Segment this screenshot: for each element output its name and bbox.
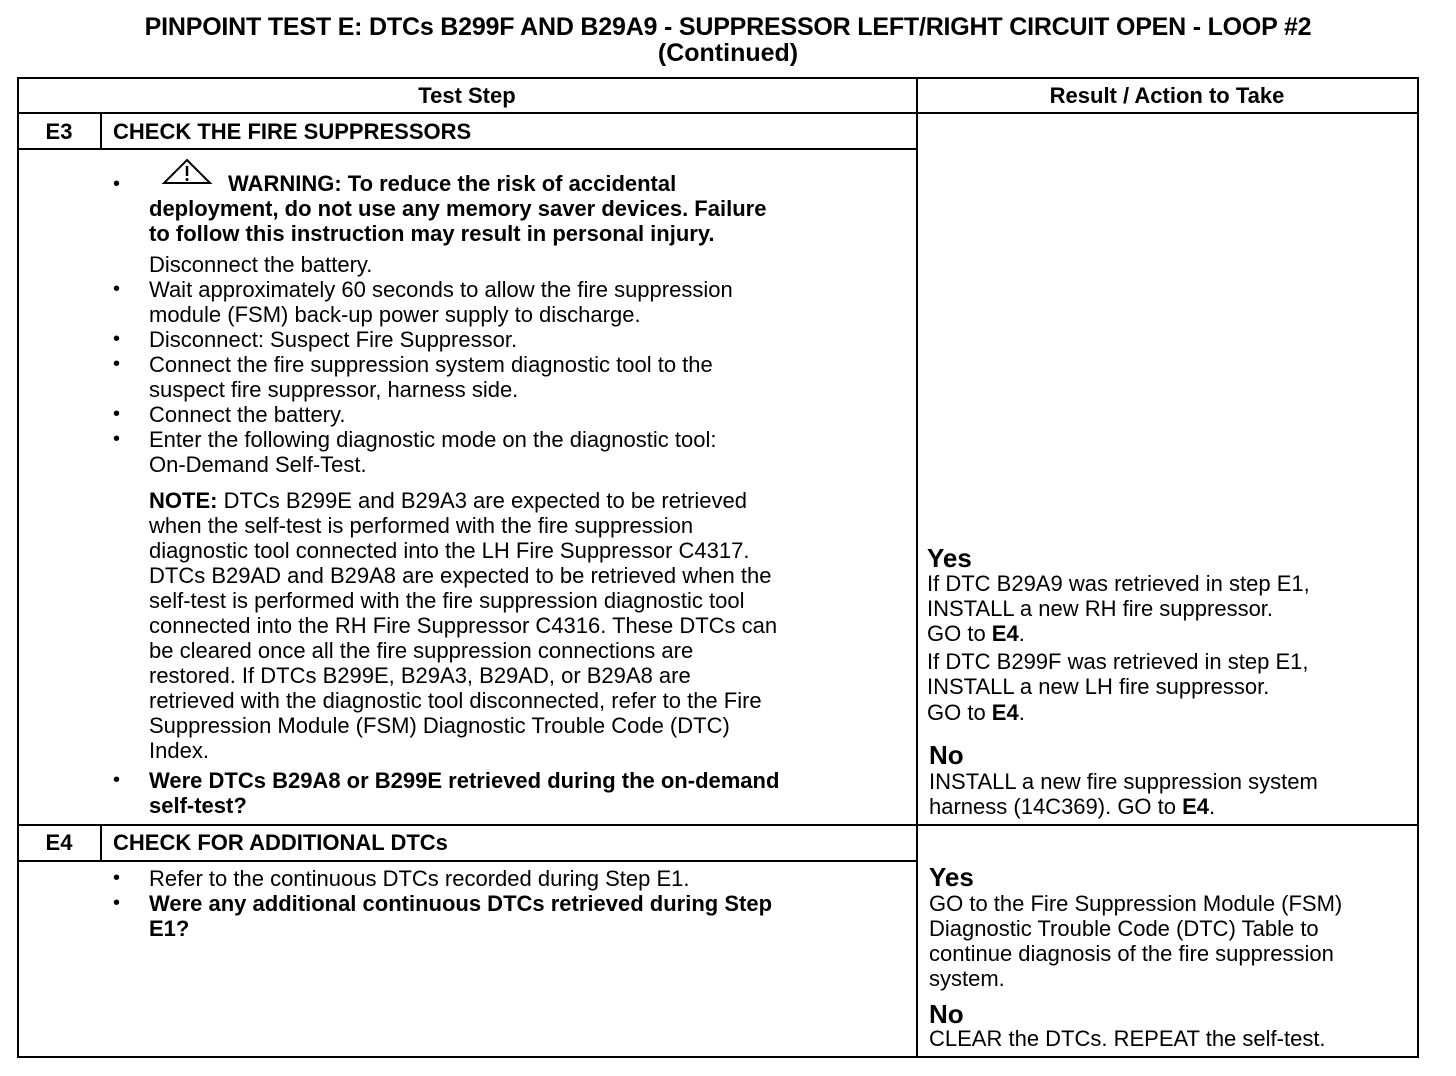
e3-yes-line: INSTALL a new LH fire suppressor. bbox=[927, 674, 1270, 699]
e3-step-connect-tool-line-1: Connect the fire suppression system diagnostic tool to the bbox=[149, 352, 713, 377]
page-title: PINPOINT TEST E: DTCs B299F AND B29A9 - SUPPRESSOR LEFT/RIGHT CIRCUIT OPEN - LOOP #2 bbox=[144, 13, 1312, 41]
e3-step-connect-tool-line-2: suspect fire suppressor, harness side. bbox=[149, 377, 519, 402]
note-line: Suppression Module (FSM) Diagnostic Trouble Code (DTC) bbox=[149, 713, 730, 738]
e3-heading-divider bbox=[17, 148, 917, 150]
page-subtitle: (Continued) bbox=[657, 39, 799, 67]
e4-no-label: No bbox=[929, 999, 964, 1029]
note-line: DTCs B29AD and B29A8 are expected to be retrieved when the bbox=[149, 563, 772, 588]
bullet-dot: • bbox=[113, 328, 121, 350]
note-line: diagnostic tool connected into the LH Fire Suppressor C4317. bbox=[149, 538, 750, 563]
e3-step-disconnect-battery: Disconnect the battery. bbox=[149, 252, 373, 277]
e3-step-id: E3 bbox=[45, 119, 73, 144]
e3-note-first-line bbox=[149, 488, 747, 513]
note-line: restored. If DTCs B299E, B29A3, B29AD, or B29A8 are bbox=[149, 663, 691, 688]
warning-line-3: to follow this instruction may result in personal injury. bbox=[149, 221, 715, 246]
goto-text: GO to bbox=[927, 700, 992, 725]
e3-question-line-1: Were DTCs B29A8 or B299E retrieved during the on-demand bbox=[149, 768, 780, 793]
e4-yes-line: system. bbox=[929, 966, 1005, 991]
warning-line-1: WARNING: To reduce the risk of accidental bbox=[228, 171, 677, 196]
e3-yes-goto bbox=[927, 621, 1025, 646]
e3-step-connect-battery: Connect the battery. bbox=[149, 402, 346, 427]
e4-no-line: CLEAR the DTCs. REPEAT the self-test. bbox=[929, 1026, 1326, 1051]
e3-heading: CHECK THE FIRE SUPPRESSORS bbox=[113, 119, 472, 144]
e4-yes-label: Yes bbox=[929, 862, 974, 892]
bullet-dot: • bbox=[113, 867, 121, 889]
period: . bbox=[1209, 794, 1216, 819]
e4-step-id: E4 bbox=[45, 830, 73, 855]
note-line: retrieved with the diagnostic tool disconnected, refer to the Fire bbox=[149, 688, 762, 713]
bullet-dot: • bbox=[113, 278, 121, 300]
period: . bbox=[1018, 621, 1025, 646]
bullet-dot: • bbox=[113, 428, 121, 450]
e3-step-enter-mode-line-1: Enter the following diagnostic mode on the diagnostic tool: bbox=[149, 427, 717, 452]
header-test-step: Test Step bbox=[418, 83, 516, 108]
e3-yes-line: If DTC B299F was retrieved in step E1, bbox=[927, 649, 1309, 674]
header-result: Result / Action to Take bbox=[1049, 83, 1285, 108]
bullet-dot: • bbox=[113, 769, 121, 791]
e3-yes-goto bbox=[927, 700, 1025, 725]
e3-yes-line: INSTALL a new RH fire suppressor. bbox=[927, 596, 1274, 621]
goto-text: harness (14C369). GO to bbox=[929, 794, 1183, 819]
bullet-dot: • bbox=[113, 403, 121, 425]
e4-yes-line: Diagnostic Trouble Code (DTC) Table to bbox=[929, 916, 1319, 941]
bullet-dot: • bbox=[113, 892, 121, 914]
bullet-dot: • bbox=[113, 173, 121, 195]
goto-ref-e4[interactable]: E4 bbox=[1182, 794, 1210, 819]
e4-yes-line: continue diagnosis of the fire suppression bbox=[929, 941, 1334, 966]
header-divider bbox=[17, 112, 1419, 114]
e4-yes-line: GO to the Fire Suppression Module (FSM) bbox=[929, 891, 1343, 916]
e3-step-wait-line-2: module (FSM) back-up power supply to discharge. bbox=[149, 302, 641, 327]
column-divider bbox=[916, 77, 918, 1058]
e3-question-line-2: self-test? bbox=[149, 793, 247, 818]
goto-text: GO to bbox=[927, 621, 992, 646]
goto-ref-e4[interactable]: E4 bbox=[991, 700, 1019, 725]
e3-no-goto bbox=[929, 794, 1215, 819]
bullet-dot: • bbox=[113, 353, 121, 375]
note-line: be cleared once all the fire suppression connections are bbox=[149, 638, 694, 663]
e3-e4-divider bbox=[17, 824, 1419, 826]
note-line: self-test is performed with the fire suppression diagnostic tool bbox=[149, 588, 745, 613]
e4-question-line-1: Were any additional continuous DTCs retrieved during Step bbox=[149, 891, 773, 916]
warning-line-2: deployment, do not use any memory saver devices. Failure bbox=[149, 196, 767, 221]
period: . bbox=[1018, 700, 1025, 725]
e3-step-enter-mode-line-2: On-Demand Self-Test. bbox=[149, 452, 367, 477]
e3-no-line: INSTALL a new fire suppression system bbox=[929, 769, 1318, 794]
e3-step-disconnect-suppressor: Disconnect: Suspect Fire Suppressor. bbox=[149, 327, 518, 352]
e4-heading: CHECK FOR ADDITIONAL DTCs bbox=[113, 830, 448, 855]
warning-triangle-icon bbox=[161, 158, 213, 186]
note-first-text: DTCs B299E and B29A3 are expected to be retrieved bbox=[217, 488, 747, 513]
e3-step-wait-line-1: Wait approximately 60 seconds to allow the fire suppression bbox=[149, 277, 733, 302]
e3-yes-label: Yes bbox=[927, 543, 972, 573]
e4-step-refer: Refer to the continuous DTCs recorded during Step E1. bbox=[149, 866, 690, 891]
e3-yes-line: If DTC B29A9 was retrieved in step E1, bbox=[927, 571, 1310, 596]
e4-question-line-2: E1? bbox=[149, 916, 190, 941]
note-line: connected into the RH Fire Suppressor C4316. These DTCs can bbox=[149, 613, 778, 638]
note-line: when the self-test is performed with the fire suppression bbox=[149, 513, 694, 538]
note-line: Index. bbox=[149, 738, 209, 763]
note-label: NOTE: bbox=[149, 488, 218, 513]
e4-heading-divider bbox=[17, 860, 917, 862]
e3-no-label: No bbox=[929, 740, 964, 770]
goto-ref-e4[interactable]: E4 bbox=[991, 621, 1019, 646]
